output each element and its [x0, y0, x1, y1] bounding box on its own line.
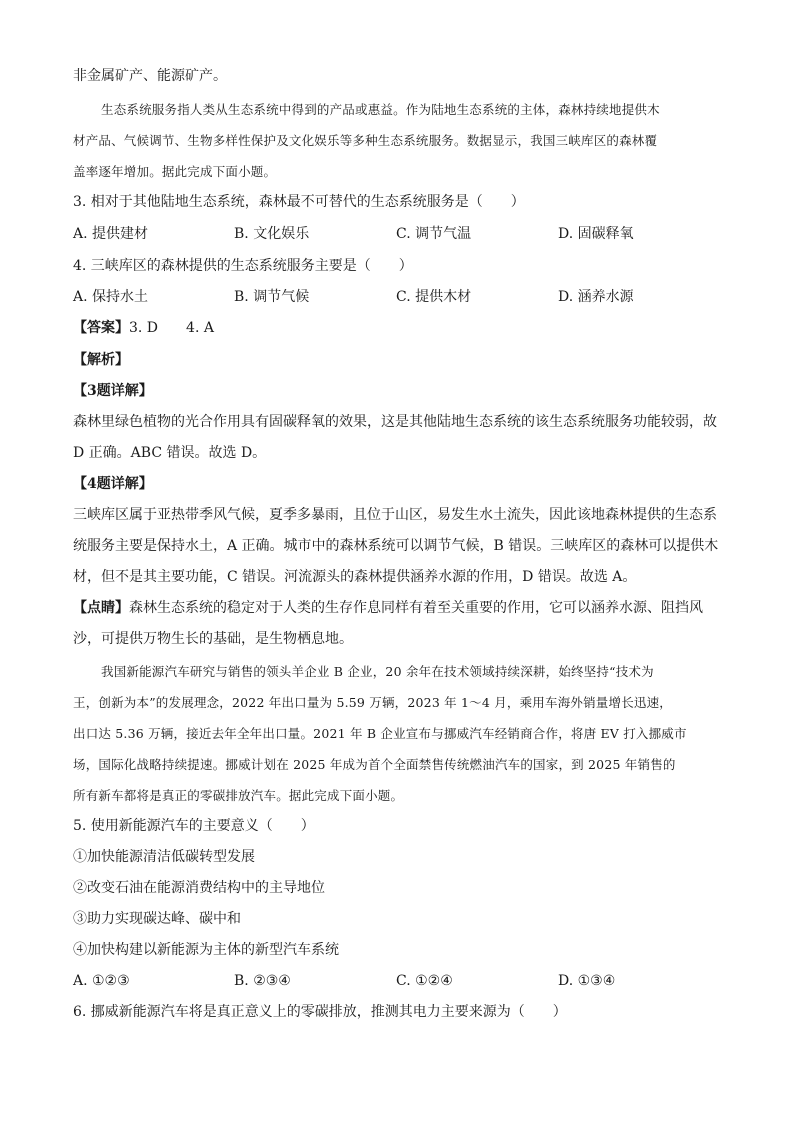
passage-line: 盖率逐年增加。据此完成下面小题。 — [73, 164, 277, 179]
question-3: 3. 相对于其他陆地生态系统，森林最不可替代的生态系统服务是（ ） — [73, 194, 525, 210]
passage-line: 我国新能源汽车研究与销售的领头羊企业 B 企业，20 余年在技术领域持续深耕，始终坚持“技术为 — [101, 664, 654, 679]
q5-item-2: ②改变石油在能源消费结构中的主导地位 — [73, 880, 325, 896]
question-4: 4. 三峡库区的森林提供的生态系统服务主要是（ ） — [73, 258, 413, 274]
q3-option-a: A. 提供建材 — [73, 226, 149, 242]
explanation-line: 森林里绿色植物的光合作用具有固碳释氧的效果，这是其他陆地生态系统的该生态系统服务功能较弱，故 — [73, 414, 717, 430]
explanation-line: 材，但不是其主要功能，C 错误。河流源头的森林提供涵养水源的作用，D 错误。故选 A。 — [73, 569, 637, 585]
q4-option-d: D. 涵养水源 — [558, 289, 634, 305]
comment-text: 森林生态系统的稳定对于人类的生存作息同样有着至关重要的作用，它可以涵养水源、阻挡风 — [129, 600, 703, 616]
passage-line: 所有新车都将是真正的零碳排放汽车。据此完成下面小题。 — [73, 788, 404, 803]
answer-text: 3. D 4. A — [129, 320, 214, 336]
analysis-label: 【解析】 — [73, 352, 129, 368]
comment-line: 沙，可提供万物生长的基础，是生物栖息地。 — [73, 631, 353, 647]
q4-detail-label: 【4题详解】 — [73, 476, 153, 492]
answer-label: 【答案】 — [73, 320, 129, 336]
q4-option-b: B. 调节气候 — [234, 289, 310, 305]
question-5: 5. 使用新能源汽车的主要意义（ ） — [73, 818, 315, 834]
comment-label: 【点睛】 — [73, 600, 129, 616]
q5-option-c: C. ①②④ — [396, 973, 453, 989]
passage-line: 场，国际化战略持续提速。挪威计划在 2025 年成为首个全面禁售传统燃油汽车的国家，到 2025 年销售的 — [73, 757, 676, 772]
q5-option-a: A. ①②③ — [73, 973, 130, 989]
q5-item-3: ③助力实现碳达峰、碳中和 — [73, 911, 241, 927]
explanation-line: 三峡库区属于亚热带季风气候，夏季多暴雨，且位于山区，易发生水土流失，因此该地森林提供的生态系 — [73, 507, 717, 523]
q5-option-b: B. ②③④ — [234, 973, 291, 989]
q3-option-c: C. 调节气温 — [396, 226, 472, 242]
explanation-line: 统服务主要是保持水土，A 正确。城市中的森林系统可以调节气候，B 错误。三峡库区的森林可以提供木 — [73, 538, 719, 554]
q3-option-b: B. 文化娱乐 — [234, 226, 310, 242]
explanation-line: D 正确。ABC 错误。故选 D。 — [73, 445, 267, 461]
passage-line: 材产品、气候调节、生物多样性保护及文化娱乐等多种生态系统服务。数据显示，我国三峡库区的森林覆 — [73, 133, 658, 148]
comment-line — [73, 598, 703, 618]
q3-option-d: D. 固碳释氧 — [558, 226, 634, 242]
q4-option-a: A. 保持水土 — [73, 289, 149, 305]
q4-option-c: C. 提供木材 — [396, 289, 472, 305]
answer-line — [73, 318, 214, 338]
passage-line: 王，创新为本”的发展理念，2022 年出口量为 5.59 万辆，2023 年 1～4 月，乘用车海外销量增长迅速， — [73, 695, 672, 710]
q5-item-1: ①加快能源清洁低碳转型发展 — [73, 849, 255, 865]
text-line: 非金属矿产、能源矿产。 — [73, 68, 227, 84]
q5-option-d: D. ①③④ — [558, 973, 616, 989]
passage-line: 出口达 5.36 万辆，接近去年全年出口量。2021 年 B 企业宣布与挪威汽车经销商合作，将唐 EV 打入挪威市 — [73, 726, 687, 741]
question-6: 6. 挪威新能源汽车将是真正意义上的零碳排放，推测其电力主要来源为（ ） — [73, 1004, 567, 1020]
passage-line: 生态系统服务指人类从生态系统中得到的产品或惠益。作为陆地生态系统的主体，森林持续地提供木 — [101, 102, 660, 117]
q3-detail-label: 【3题详解】 — [73, 383, 153, 399]
q5-item-4: ④加快构建以新能源为主体的新型汽车系统 — [73, 942, 339, 958]
